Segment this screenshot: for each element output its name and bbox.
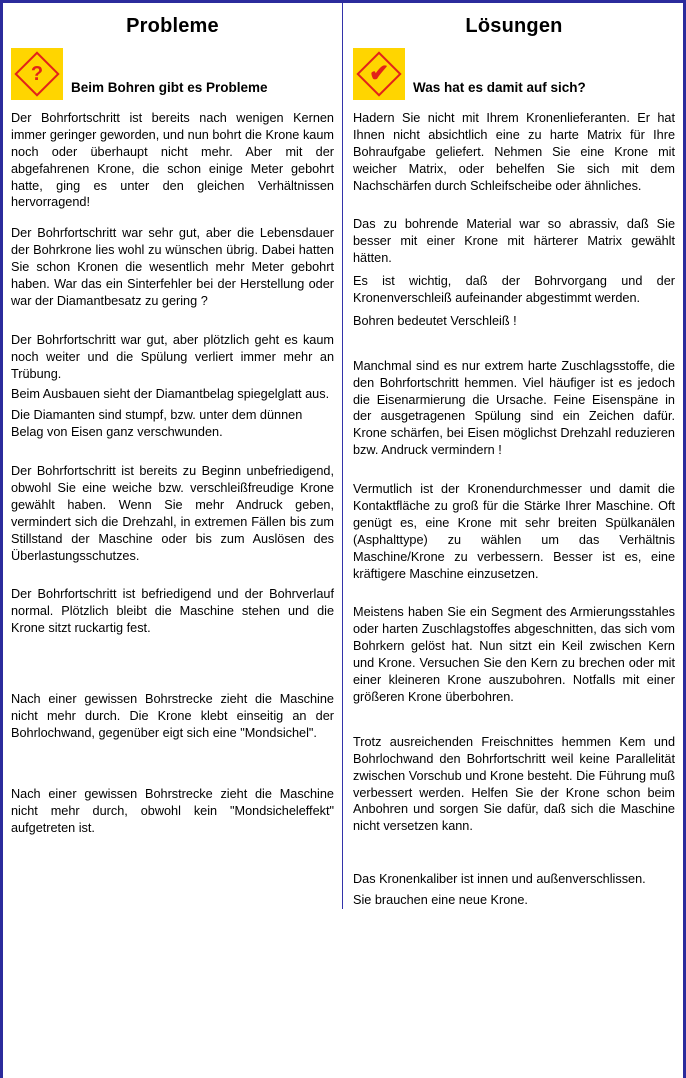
list-item: Der Bohrfortschritt ist bereits zu Beginn unbefriedigend, obwohl Sie eine weiche bzw. verschleißfreudige Krone gewählt haben. Wenn Sie mehr Andruck geben, vermindert sich die Drehzahl, in extremen Fällen bis zum Stillstand der Maschine oder bis zum Auslösen des Überlastungsschutzes. xyxy=(11,464,334,563)
page-title-loesungen: Lösungen xyxy=(465,15,563,37)
list-item: Trotz ausreichenden Freischnittes hemmen Kem und Bohrlochwand den Bohrfortschritt weil keine Parallelität zwischen Vorschub und Krone besteht. Die Führung muß verbessert werden. Helfen Sie der Krone schon beim Anbohren und sorgen Sie dafür, daß sich die Maschine nicht versetzen kann. xyxy=(353,734,675,834)
check-mark-glyph: ✔ xyxy=(368,60,390,87)
column-probleme xyxy=(3,3,343,909)
page-title-probleme: Probleme xyxy=(126,15,219,37)
hazard-check-icon xyxy=(353,48,405,100)
spacer xyxy=(353,849,675,871)
solution-list xyxy=(353,110,675,909)
spacer xyxy=(353,344,675,358)
two-column-layout xyxy=(3,3,683,909)
hazard-question-icon xyxy=(11,48,63,100)
header-row-probleme xyxy=(11,44,334,100)
list-item: Der Bohrfortschritt ist befriedigend und der Bohrverlauf normal. Plötzlich bleibt die Maschine stehen und die Krone sitzt ruckartig fest. xyxy=(11,587,334,636)
spacer xyxy=(353,720,675,734)
list-item: Es ist wichtig, daß der Bohrvorgang und der Kronenverschleiß aufeinander abgestimmt werden. xyxy=(353,274,675,306)
list-item: Beim Ausbauen sieht der Diamantbelag spiegelglatt aus. xyxy=(11,387,330,402)
problem-list xyxy=(11,110,334,837)
list-item: Sie brauchen eine neue Krone. xyxy=(353,893,528,908)
spacer xyxy=(11,324,334,332)
list-item: Manchmal sind es nur extrem harte Zuschlagsstoffe, die den Bohrfortschritt hemmen. Viel häufiger ist es jedoch die Eisenarmierung die Ursache. Feine Eisenspäne in der ausgetragenen Spülung sind ein Zeichen dafür. Krone schärfen, bei Eisen möglichst Drehzahl reduzieren bzw. Andruck vermindern ! xyxy=(353,358,675,458)
header-label-loesungen: Was hat es damit auf sich? xyxy=(413,79,586,95)
spacer xyxy=(11,578,334,586)
spacer xyxy=(11,756,334,786)
spacer xyxy=(11,651,334,691)
spacer xyxy=(353,596,675,604)
spacer xyxy=(353,208,675,216)
list-item: Vermutlich ist der Kronendurchmesser und damit die Kontaktfläche zu groß für die Stärke Ihrer Maschine. Oft genügt es, eine Krone mit sehr breiten Spülkanälen (Asphalttype) zu wählen um das Verhältnis Maschine/Krone zu verbessern. Besser ist es, eine kräftigere Maschine einzusetzen. xyxy=(353,482,675,581)
list-item: Der Bohrfortschritt war sehr gut, aber die Lebensdauer der Bohrkrone lies wohl zu wünschen übrig. Dabei hatten Sie schon Kronen die wesentlich mehr Meter gebohrt haben. War das ein Sinterfehler bei der Herstellung oder war der Diamantbesatz zu gering ? xyxy=(11,226,334,308)
header-label-probleme: Beim Bohren gibt es Probleme xyxy=(71,79,268,95)
spacer xyxy=(11,455,334,463)
list-item: Der Bohrfortschritt ist bereits nach wenigen Kernen immer geringer geworden, und nun bohrt die Krone kaum noch oder überhaupt nicht mehr. Aber mit der abgefahrenen Krone, die schon einige Meter gebohrt hatte, ging es unter den gleichen Verhältnissen hervorragend! xyxy=(11,111,334,210)
list-item: Das zu bohrende Material war so abrassiv, daß Sie besser mit einer Krone mit härterer Matrix gewählt hätten. xyxy=(353,217,675,266)
question-mark-glyph: ? xyxy=(30,63,44,85)
column-loesungen xyxy=(343,3,683,909)
list-item: Bohren bedeutet Verschleiß ! xyxy=(353,313,517,328)
list-item: Nach einer gewissen Bohrstrecke zieht die Maschine nicht mehr durch, obwohl kein "Mondsicheleffekt" aufgetreten ist. xyxy=(11,786,334,835)
spacer xyxy=(353,473,675,481)
header-row-loesungen xyxy=(353,44,675,100)
list-item: Nach einer gewissen Bohrstrecke zieht die Maschine nicht mehr durch. Die Krone klebt einseitig an der Bohrlochwand, gegenüber eigt sich eine "Mondsichel". xyxy=(11,692,334,740)
list-item: Der Bohrfortschritt war gut, aber plötzlich geht es kaum noch weiter und die Spülung verliert immer mehr an Trübung. xyxy=(11,332,334,381)
list-item: Das Kronenkaliber ist innen und außenverschlissen. xyxy=(353,872,646,887)
list-item: Die Diamanten sind stumpf, bzw. unter dem dünnen Belag von Eisen ganz verschwunden. xyxy=(11,408,303,440)
list-item: Hadern Sie nicht mit Ihrem Kronenlieferanten. Er hat Ihnen nicht absichtlich eine zu harte Matrix für Ihre Bohraufgabe geliefert. Nehmen Sie eine Krone mit weicher Matrix, oder behelfen Sie sich mit dem Nachschärfen durch Schleifscheibe oder ähnliches. xyxy=(353,111,675,193)
list-item: Meistens haben Sie ein Segment des Armierungsstahles oder harten Zuschlagstoffes abgeschnitten, das sich vom Bohrkern gelöst hat. Nun sitzt ein Keil zwischen Kern und Krone. Versuchen Sie den Kern zu brechen oder mit einer kleineren Krone auszubohren. Notfalls mit einer größeren Krone überbohren. xyxy=(353,605,675,704)
